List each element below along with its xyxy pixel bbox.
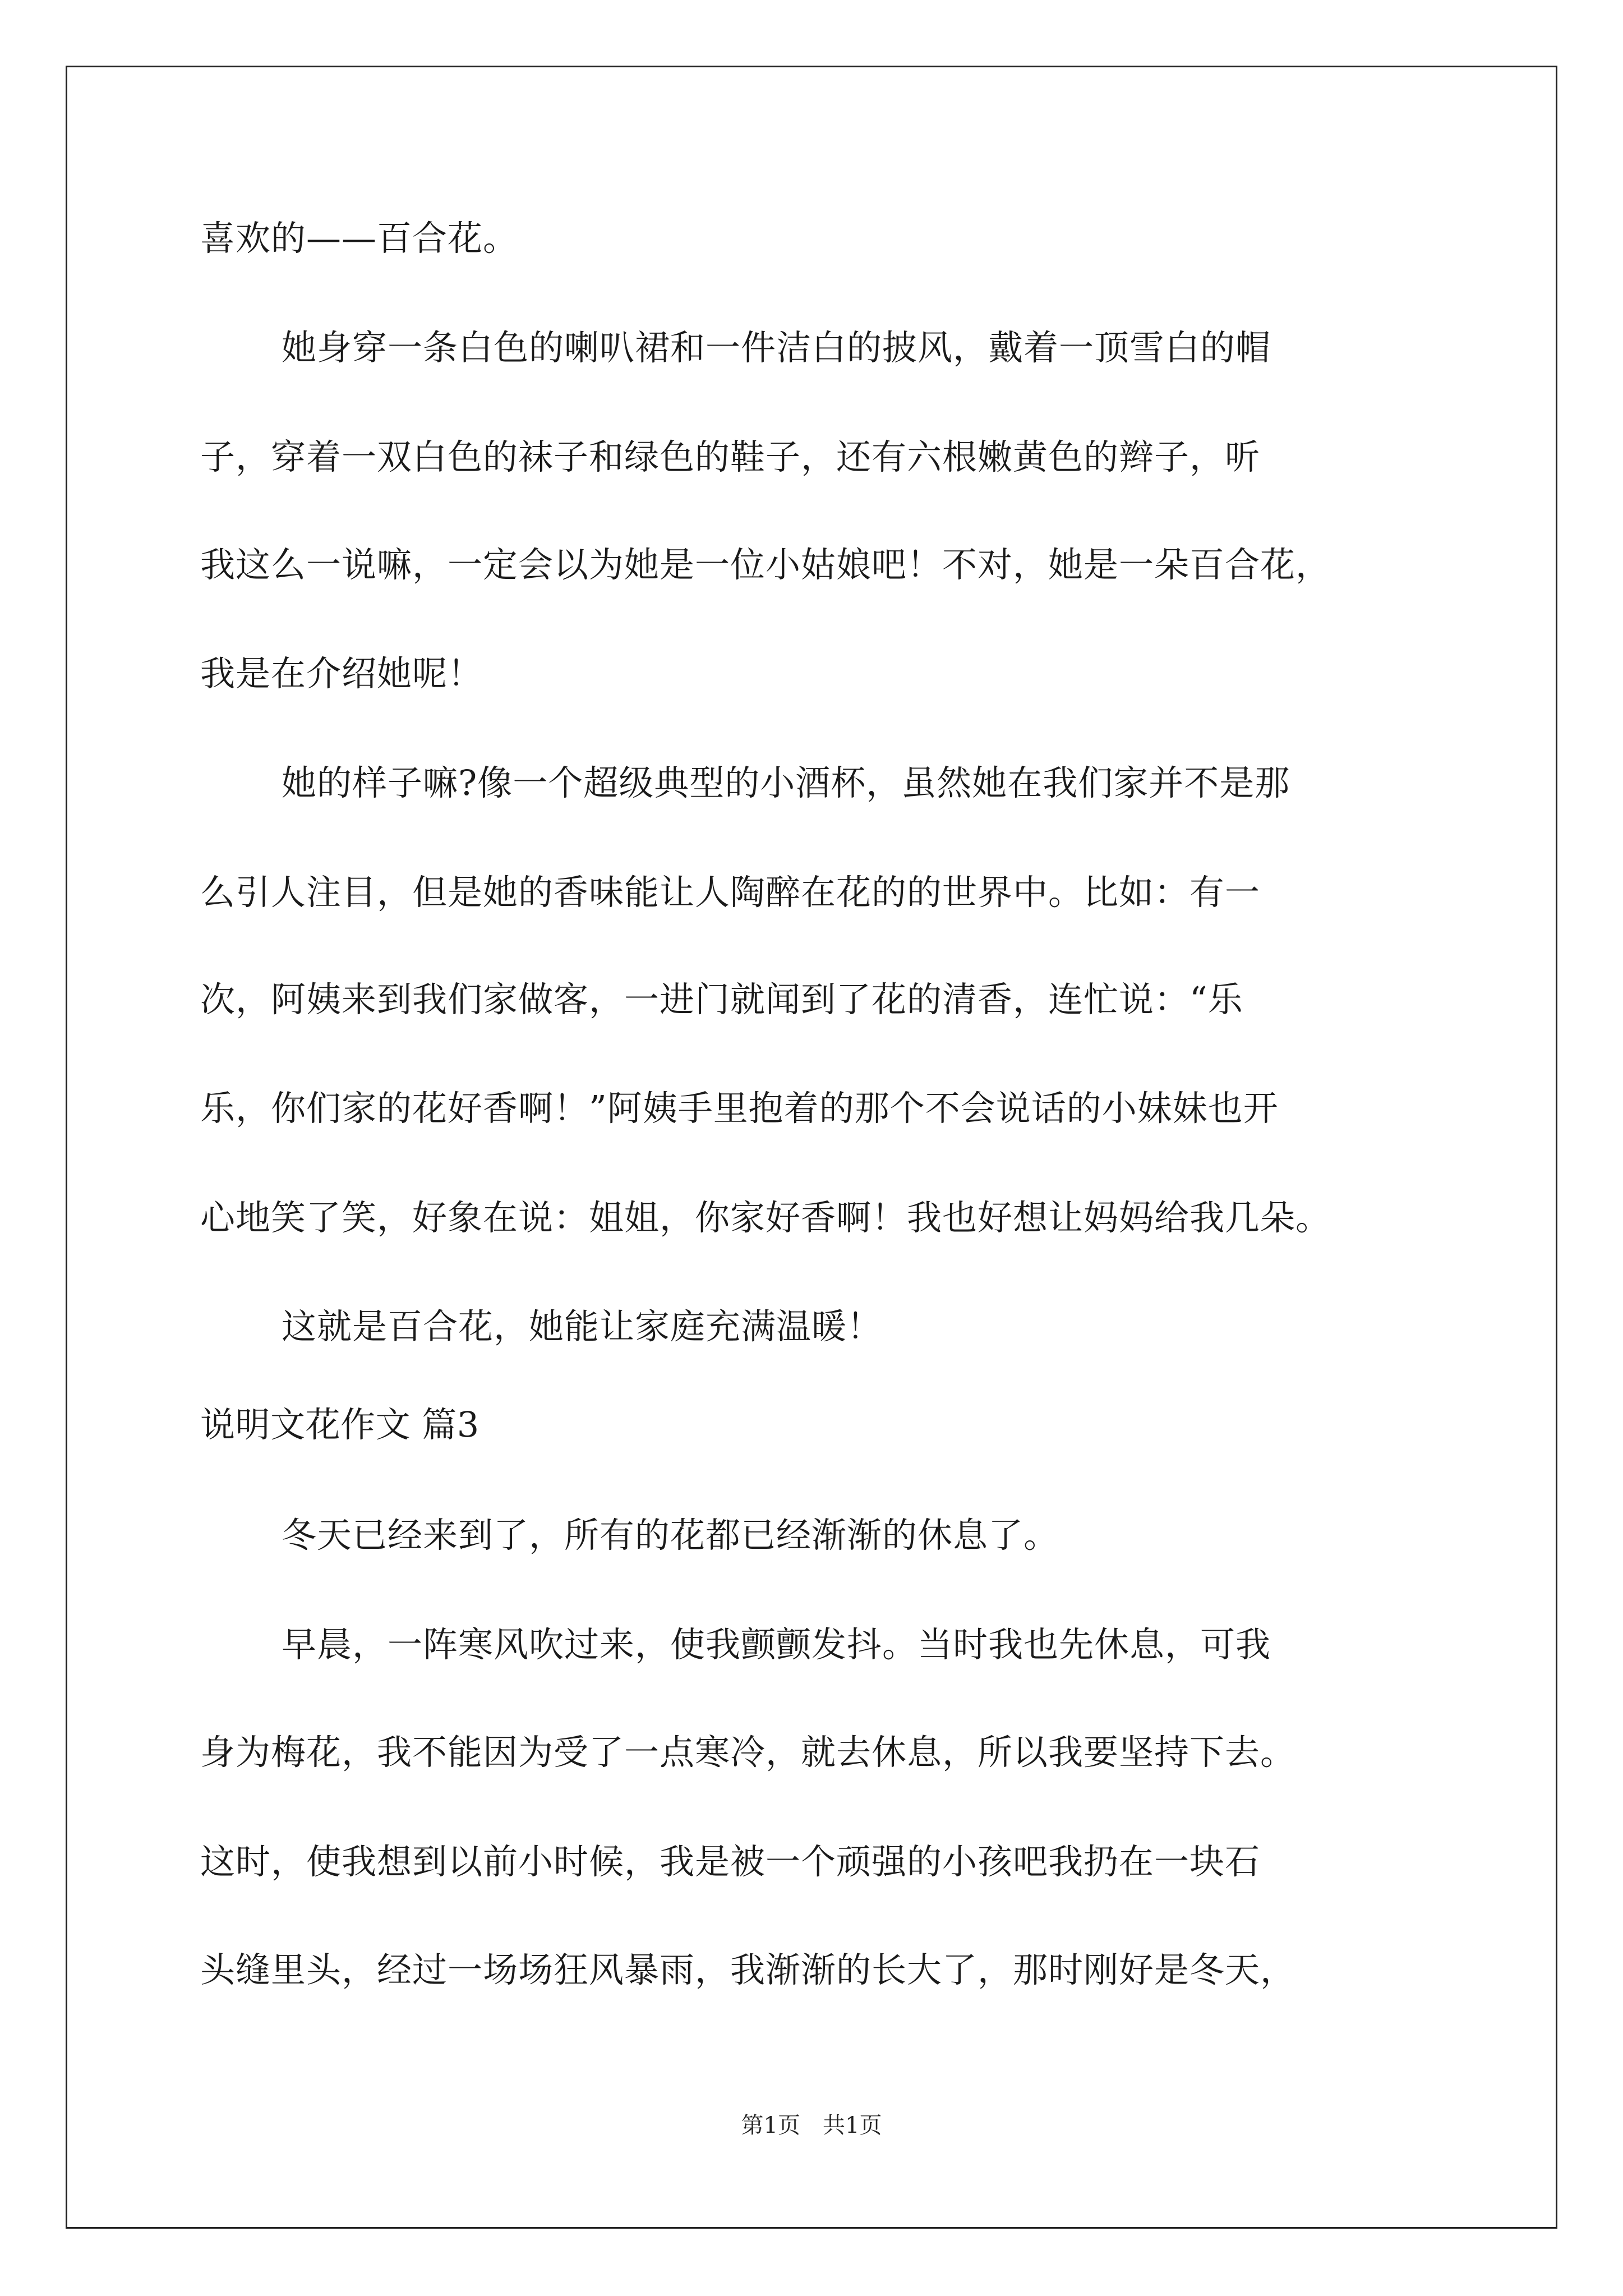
text-line: 头缝里头，经过一场场狂风暴雨，我渐渐的长大了，那时刚好是冬天，: [200, 1949, 1296, 1990]
text-line: 喜欢的——百合花。: [200, 218, 519, 259]
text-line: 心地笑了笑，好象在说：姐姐，你家好香啊！我也好想让妈妈给我几朵。: [200, 1197, 1331, 1238]
text-line: 她的样子嘛?像一个超级典型的小酒杯，虽然她在我们家并不是那: [282, 762, 1290, 803]
text-line: 早晨，一阵寒风吹过来，使我颤颤发抖。当时我也先休息，可我: [282, 1624, 1271, 1665]
text-line: 身为梅花，我不能因为受了一点寒冷，就去休息，所以我要坚持下去。: [200, 1732, 1296, 1773]
text-line: 我这么一说嘛，一定会以为她是一位小姑娘吧！不对，她是一朵百合花，: [200, 544, 1331, 585]
text-line: 这就是百合花，她能让家庭充满温暖！: [282, 1306, 883, 1347]
text-line: 乐，你们家的花好香啊！”阿姨手里抱着的那个不会说话的小妹妹也开: [200, 1088, 1279, 1129]
page-border: [66, 66, 1557, 2229]
page-footer: 第1页 共1页: [741, 2113, 882, 2138]
text-line: 么引人注目，但是她的香味能让人陶醉在花的的世界中。比如：有一: [200, 872, 1261, 913]
text-line: 次，阿姨来到我们家做客，一进门就闻到了花的清香，连忙说：“乐: [200, 979, 1243, 1020]
text-line: 冬天已经来到了，所有的花都已经渐渐的休息了。: [282, 1515, 1059, 1556]
text-line: 她身穿一条白色的喇叭裙和一件洁白的披风，戴着一顶雪白的帽: [282, 327, 1271, 368]
text-line: 子，穿着一双白色的袜子和绿色的鞋子，还有六根嫩黄色的辫子，听: [200, 436, 1261, 477]
text-line: 我是在介绍她呢！: [200, 653, 483, 694]
text-line: 这时，使我想到以前小时候，我是被一个顽强的小孩吧我扔在一块石: [200, 1841, 1261, 1882]
section-heading: 说明文花作文 篇3: [200, 1404, 479, 1445]
